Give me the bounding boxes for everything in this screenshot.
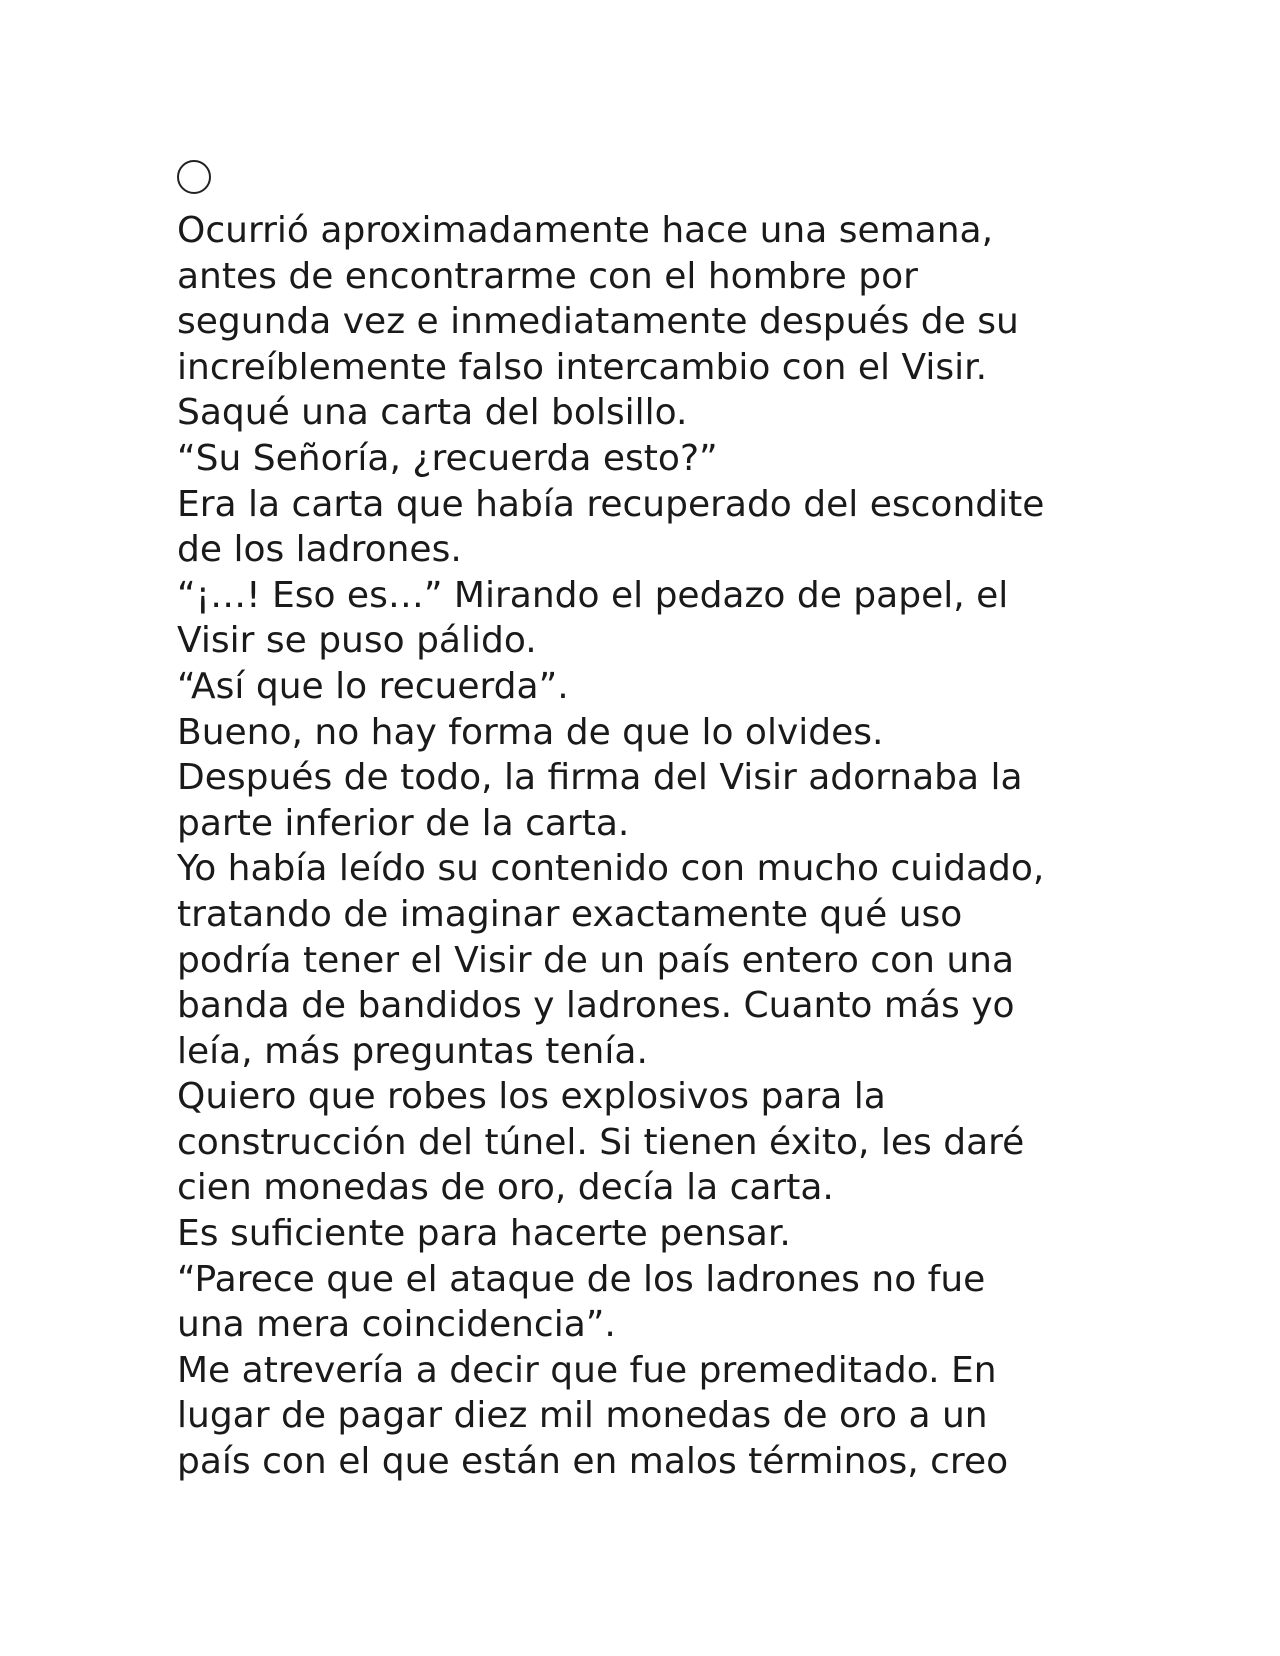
text-line: “Su Señoría, ¿recuerda esto?” [177, 437, 718, 479]
text-line: Era la carta que había recuperado del escondite [177, 483, 1045, 525]
text-line: Me atrevería a decir que fue premeditado. En [177, 1349, 997, 1391]
text-line: construcción del túnel. Si tienen éxito, les daré [177, 1121, 1025, 1163]
body-text [177, 208, 1177, 1485]
text-line: Visir se puso pálido. [177, 620, 537, 662]
text-line: banda de bandidos y ladrones. Cuanto más yo [177, 985, 1015, 1027]
text-line: lugar de pagar diez mil monedas de oro a un [177, 1395, 988, 1437]
text-line: “¡…! Eso es…” Mirando el pedazo de papel, el [177, 574, 1009, 616]
text-line: Es suficiente para hacerte pensar. [177, 1213, 791, 1255]
text-line: Saqué una carta del bolsillo. [177, 392, 688, 434]
text-line: Bueno, no hay forma de que lo olvides. [177, 711, 884, 753]
text-line: tratando de imaginar exactamente qué uso [177, 893, 963, 935]
text-line: “Parece que el ataque de los ladrones no fue [177, 1258, 986, 1300]
text-line: “Así que lo recuerda”. [177, 665, 569, 707]
text-line: Quiero que robes los explosivos para la [177, 1076, 886, 1118]
text-line: parte inferior de la carta. [177, 802, 630, 844]
text-line: Después de todo, la firma del Visir adornaba la [177, 757, 1023, 799]
text-line: segunda vez e inmediatamente después de su [177, 301, 1019, 343]
text-line: antes de encontrarme con el hombre por [177, 255, 918, 297]
text-line: cien monedas de oro, decía la carta. [177, 1167, 834, 1209]
circle-marker-icon [177, 160, 211, 194]
text-line: Ocurrió aproximadamente hace una semana, [177, 210, 994, 251]
text-line: increíblemente falso intercambio con el Visir. [177, 346, 988, 388]
text-line: Yo había leído su contenido con mucho cuidado, [177, 848, 1045, 890]
text-line: una mera coincidencia”. [177, 1304, 616, 1346]
text-line: podría tener el Visir de un país entero con una [177, 939, 1015, 981]
text-line: país con el que están en malos términos, creo [177, 1441, 1009, 1483]
text-line: de los ladrones. [177, 529, 462, 571]
text-line: leía, más preguntas tenía. [177, 1030, 648, 1072]
